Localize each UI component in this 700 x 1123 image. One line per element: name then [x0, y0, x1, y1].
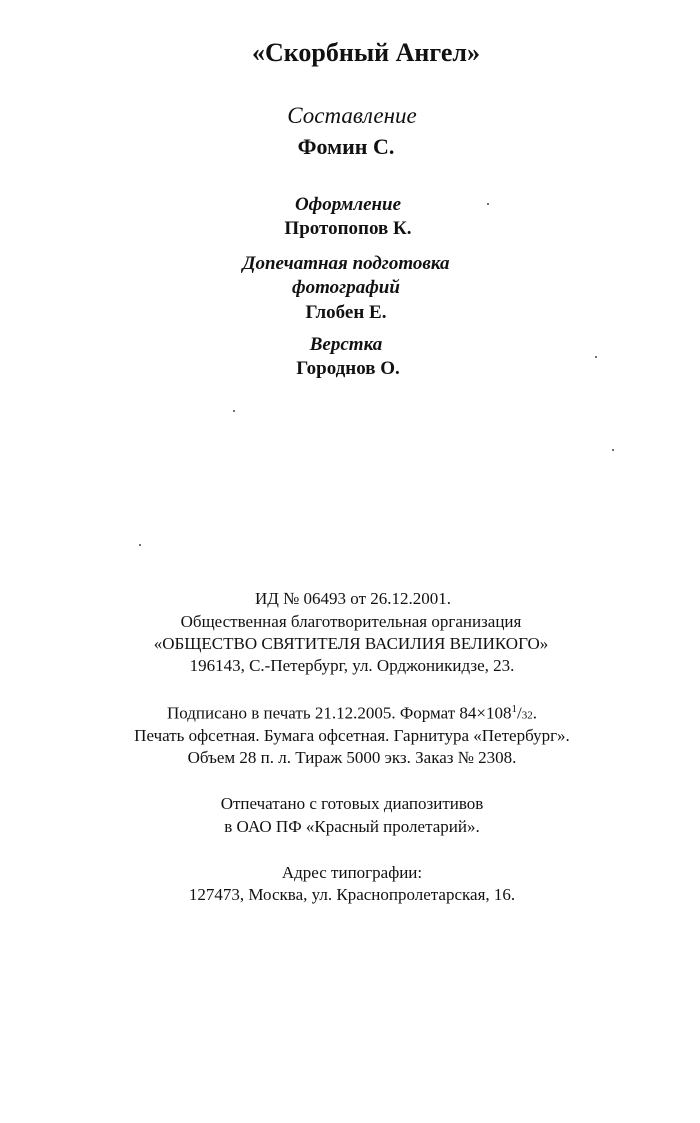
format-numerator: 1	[511, 703, 518, 715]
print-specs-line3: Объем 28 п. л. Тираж 5000 экз. Заказ № 2308.	[187, 748, 517, 767]
credit-role-prepress-line2: фотографий	[292, 277, 400, 298]
credit-role-compilation: Составление	[287, 103, 417, 128]
print-specs-line2: Печать офсетная. Бумага офсетная. Гарнитура «Петербург».	[134, 726, 570, 745]
printer-line1: Отпечатано с готовых диапозитивов	[220, 794, 484, 813]
publisher-org-type: Общественная благотворительная организация	[180, 612, 522, 631]
credit-role-layout: Верстка	[309, 334, 383, 355]
printer-address-label: Адрес типографии:	[281, 863, 423, 882]
scan-speck	[612, 449, 614, 451]
publisher-license: ИД № 06493 от 26.12.2001.	[254, 589, 452, 608]
scan-speck	[595, 356, 597, 358]
publisher-address: 196143, С.-Петербург, ул. Орджоникидзе, 23.	[189, 656, 515, 675]
format-denominator: 32	[521, 709, 533, 722]
credit-name-design: Протопопов К.	[284, 218, 412, 239]
print-specs-line1-text: Подписано в печать 21.12.2005. Формат 84×108	[166, 703, 512, 723]
credit-name-prepress: Глобен Е.	[305, 302, 387, 323]
scan-speck	[487, 203, 489, 205]
scan-speck	[139, 544, 141, 546]
publisher-org-name: «ОБЩЕСТВО СВЯТИТЕЛЯ ВАСИЛИЯ ВЕЛИКОГО»	[153, 634, 549, 653]
credit-name-compilation: Фомин С.	[297, 134, 395, 159]
book-title: «Скорбный Ангел»	[252, 38, 480, 67]
scan-speck	[233, 410, 235, 412]
credit-role-prepress-line1: Допечатная подготовка	[242, 253, 450, 274]
printer-address: 127473, Москва, ул. Краснопролетарская, 16.	[188, 885, 516, 904]
credit-role-design: Оформление	[294, 194, 402, 215]
credit-name-layout: Городнов О.	[296, 358, 400, 379]
print-specs-line1: Подписано в печать 21.12.2005. Формат $84\times 108^1/32$.	[166, 703, 538, 723]
printer-line2: в ОАО ПФ «Красный пролетарий».	[224, 817, 480, 836]
